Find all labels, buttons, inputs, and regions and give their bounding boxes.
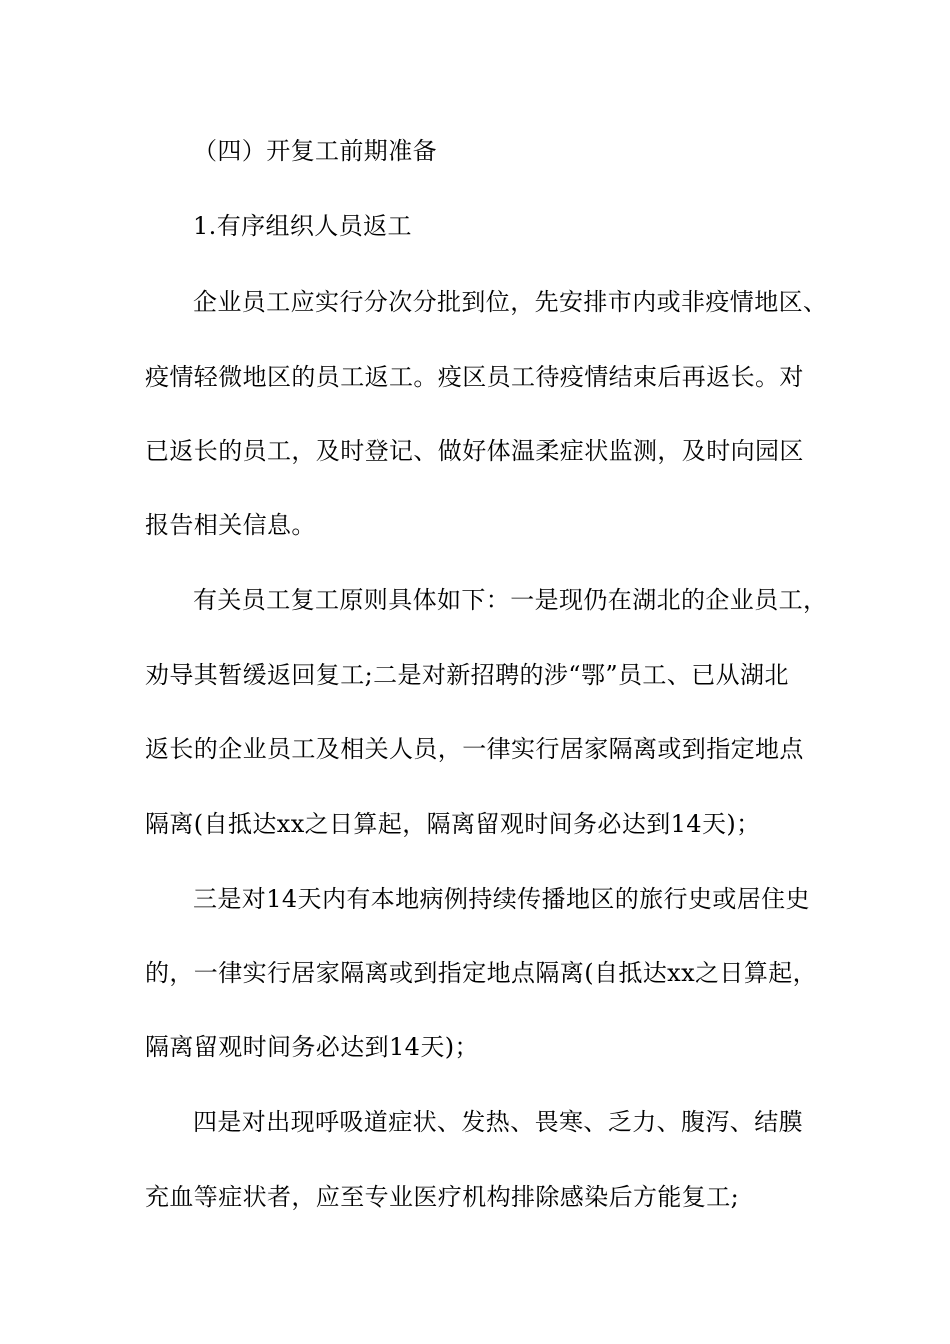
paragraph-line: 劝导其暂缓返回复工;二是对新招聘的涉“鄂”员工、已从湖北 xyxy=(145,661,789,689)
paragraph-line: 已返长的员工，及时登记、做好体温柔症状监测，及时向园区 xyxy=(145,437,804,465)
paragraph-line: 的，一律实行居家隔离或到指定地点隔离(自抵达xx之日算起， xyxy=(145,959,818,987)
paragraph-line: 充血等症状者，应至专业医疗机构排除感染后方能复工; xyxy=(145,1183,740,1211)
paragraph-line: 有关员工复工原则具体如下：一是现仍在湖北的企业员工， xyxy=(193,586,828,614)
paragraph-line: 三是对14天内有本地病例持续传播地区的旅行史或居住史 xyxy=(193,885,810,913)
paragraph-line: 隔离留观时间务必达到14天)； xyxy=(145,1033,479,1061)
section-heading: （四）开复工前期准备 xyxy=(193,137,437,165)
paragraph-line: 疫情轻微地区的员工返工。疫区员工待疫情结束后再返长。对 xyxy=(145,363,804,391)
paragraph-line: 返长的企业员工及相关人员，一律实行居家隔离或到指定地点 xyxy=(145,735,804,763)
paragraph-line: 隔离(自抵达xx之日算起，隔离留观时间务必达到14天)； xyxy=(145,810,761,838)
subsection-heading: 1.有序组织人员返工 xyxy=(193,212,412,240)
paragraph-line: 四是对出现呼吸道症状、发热、畏寒、乏力、腹泻、结膜 xyxy=(193,1108,803,1136)
paragraph-line: 企业员工应实行分次分批到位，先安排市内或非疫情地区、 xyxy=(193,288,828,316)
paragraph-line: 报告相关信息。 xyxy=(145,511,316,539)
